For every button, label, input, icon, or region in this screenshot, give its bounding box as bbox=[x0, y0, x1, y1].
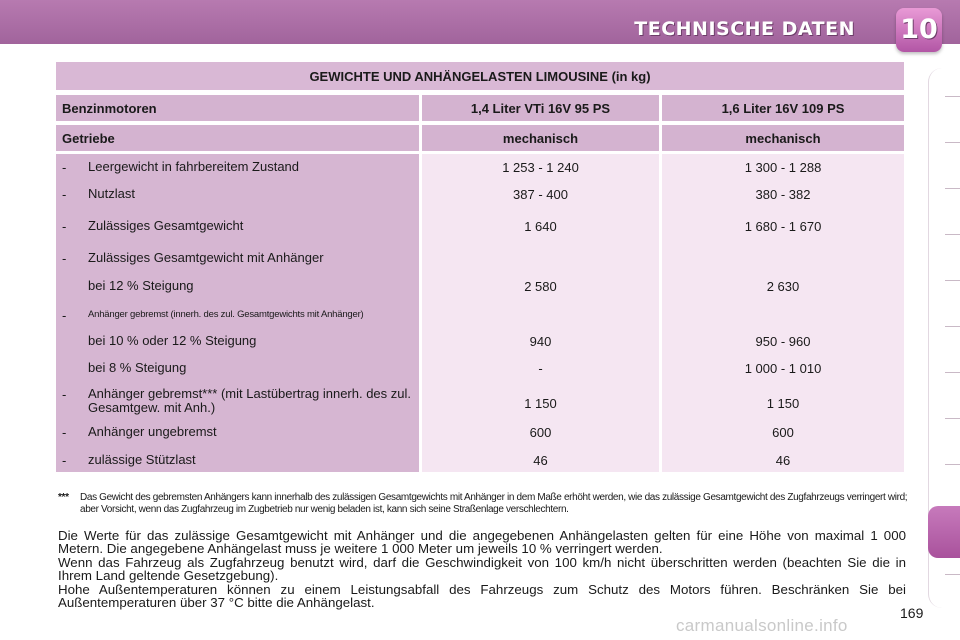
row-value-col2: 600 bbox=[772, 425, 794, 440]
row-dash: - bbox=[62, 219, 67, 234]
row-label: bei 10 % oder 12 % Steigung bbox=[88, 333, 257, 348]
row-value-col1: 1 253 - 1 240 bbox=[502, 160, 579, 175]
tab-divider bbox=[945, 418, 960, 419]
table-body bbox=[56, 154, 904, 472]
row-value-col2: 1 680 - 1 670 bbox=[744, 219, 822, 234]
tab-divider bbox=[945, 464, 960, 465]
row-label: Nutzlast bbox=[88, 186, 135, 201]
row-dash: - bbox=[62, 453, 67, 468]
gearbox-header-col1: mechanisch bbox=[422, 125, 659, 151]
paragraph-speed: Wenn das Fahrzeug als Zugfahrzeug benutzt wird, darf die Geschwindigkeit von 100 km/h nicht überschritten werden (beachten Sie die in Ihrem Land geltende Gesetzgebung). bbox=[58, 554, 906, 584]
engine-header-label: Benzinmotoren bbox=[56, 95, 419, 121]
footnote-mark: *** bbox=[58, 492, 69, 503]
row-value-col1: - bbox=[538, 361, 543, 376]
row-value-col2: 46 bbox=[775, 453, 791, 468]
tab-divider bbox=[945, 326, 960, 327]
tab-divider bbox=[945, 188, 960, 189]
row-label: Zulässiges Gesamtgewicht mit Anhänger bbox=[88, 250, 324, 265]
row-value-col2: 1 150 bbox=[766, 396, 800, 411]
row-dash: - bbox=[62, 308, 67, 323]
engine-header-col2: 1,6 Liter 16V 109 PS bbox=[662, 95, 904, 121]
body-text bbox=[58, 529, 906, 609]
watermark: carmanualsonline.info bbox=[676, 616, 848, 635]
row-dash: - bbox=[62, 387, 67, 402]
row-dash: - bbox=[62, 160, 67, 175]
row-label: Zulässiges Gesamtgewicht bbox=[88, 218, 244, 233]
row-value-col2: 380 - 382 bbox=[755, 187, 811, 202]
gearbox-header-label: Getriebe bbox=[56, 125, 419, 151]
row-value-col2: 2 630 bbox=[766, 279, 800, 294]
engine-header-col1: 1,4 Liter VTi 16V 95 PS bbox=[422, 95, 659, 121]
tab-divider bbox=[945, 234, 960, 235]
footnote-text: Das Gewicht des gebremsten Anhängers kann innerhalb des zulässigen Gesamtgewichts mit Anhänger in dem Maße erhöht werden, wie das zulässige Gesamtgewicht des Zugfahrzeugs verringert wird; aber Vorsicht, wenn das Zugfahrzeug im Zugbetrieb nur wenig beladen ist, kann sich seine Straßenlage verschlechtern. bbox=[80, 492, 908, 515]
chapter-badge bbox=[896, 8, 942, 52]
page-header bbox=[0, 0, 960, 58]
gearbox-header-row bbox=[56, 125, 904, 151]
page-number: 169 bbox=[900, 605, 924, 621]
table-caption: GEWICHTE UND ANHÄNGELASTEN LIMOUSINE (in kg) bbox=[309, 68, 651, 84]
row-value-col1: 1 640 bbox=[524, 219, 557, 234]
row-value-col1: 387 - 400 bbox=[513, 187, 568, 202]
tab-divider bbox=[945, 280, 960, 281]
tab-divider bbox=[945, 96, 960, 97]
paragraph-altitude: Die Werte für das zulässige Gesamtgewicht mit Anhänger und die angegebenen Anhängelasten gelten für eine Höhe von maximal 1 000 Metern. Die angegebene Anhängelast muss je weitere 1 000 Meter um jeweils 10 % verringert werden. bbox=[58, 528, 906, 557]
tab-divider bbox=[945, 142, 960, 143]
page-title: TECHNISCHE DATEN bbox=[634, 18, 855, 40]
gearbox-header-col2: mechanisch bbox=[662, 125, 904, 151]
row-value-col2: 1 000 - 1 010 bbox=[744, 361, 822, 376]
row-value-col2: 1 300 - 1 288 bbox=[744, 160, 822, 175]
row-label: bei 8 % Steigung bbox=[88, 360, 187, 375]
engine-header-row bbox=[56, 95, 904, 121]
paragraph-temperature: Hohe Außentemperaturen können zu einem Leistungsabfall des Fahrzeugs zum Schutz des Motors führen. Beschränken Sie bei Außentemperaturen über 37 °C bitte die Anhängelast. bbox=[58, 581, 906, 611]
row-value-col1: 940 bbox=[529, 334, 552, 349]
row-label: Leergewicht in fahrbereitem Zustand bbox=[88, 159, 300, 174]
table-caption-row bbox=[56, 62, 904, 90]
row-dash: - bbox=[62, 187, 67, 202]
row-value-col1: 1 150 bbox=[524, 396, 557, 411]
row-dash: - bbox=[62, 425, 67, 440]
row-label: bei 12 % Steigung bbox=[88, 278, 194, 293]
row-label: Anhänger gebremst (innerh. des zul. Gesamtgewichts mit Anhänger) bbox=[88, 309, 364, 320]
row-label: zulässige Stützlast bbox=[88, 452, 196, 467]
row-dash: - bbox=[62, 251, 67, 266]
row-value-col2: 950 - 960 bbox=[755, 334, 811, 349]
row-value-col1: 600 bbox=[529, 425, 552, 440]
row-label: Anhänger ungebremst bbox=[88, 424, 217, 439]
active-chapter-tab[interactable] bbox=[928, 506, 960, 558]
row-value-col1: 46 bbox=[533, 453, 548, 468]
tab-divider bbox=[945, 574, 960, 575]
chapter-number: 10 bbox=[900, 14, 938, 45]
row-value-col1: 2 580 bbox=[524, 279, 557, 294]
row-label: Anhänger gebremst*** (mit Lastübertrag innerh. des zul. Gesamtgew. mit Anh.) bbox=[88, 386, 412, 415]
tab-divider bbox=[945, 372, 960, 373]
